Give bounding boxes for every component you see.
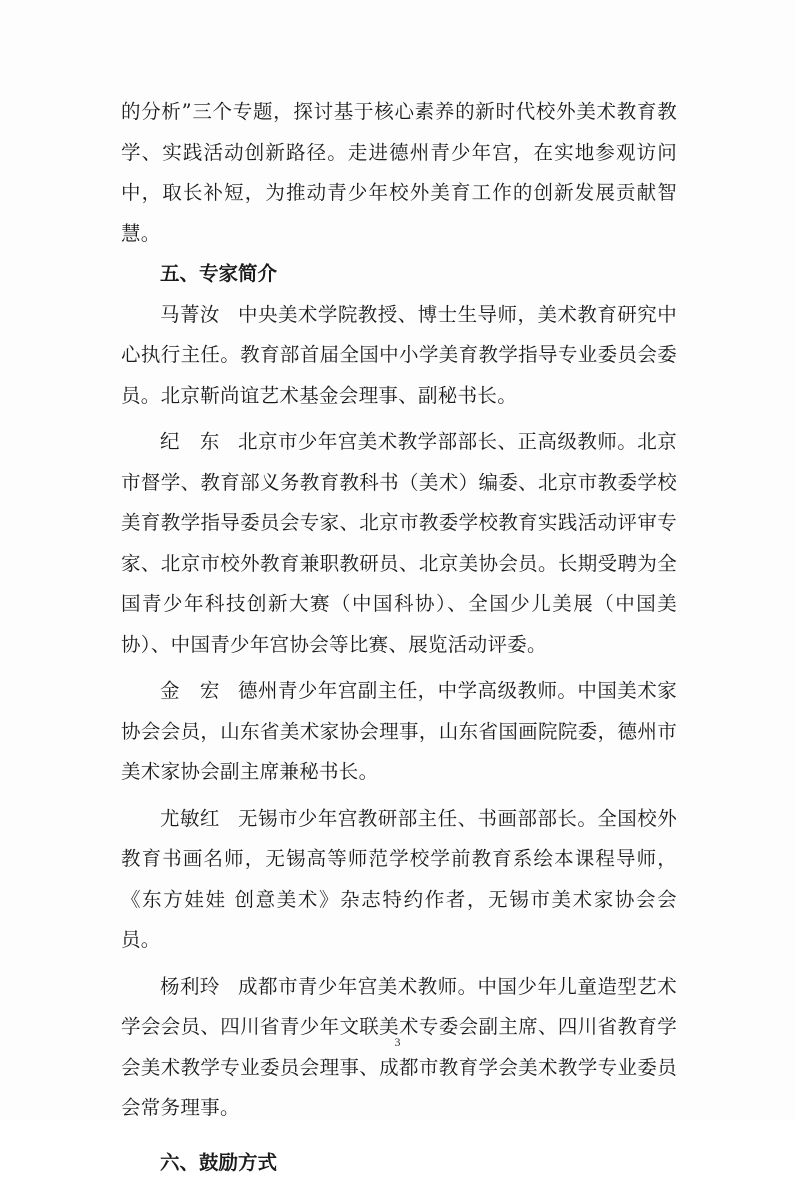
expert-bio-3 — [121, 671, 677, 793]
expert-name-4: 尤敏红 — [160, 807, 220, 830]
expert-bio-4 — [121, 799, 677, 961]
expert-text-5: 成都市青少年宫美术教师。中国少年儿童造型艺术学会会员、四川省青少年文联美术专委会副主席、四川省教育学会美术教学专业委员会理事、成都市教育学会美术教学专业委员会常务理事。 — [121, 975, 677, 1120]
expert-name-1: 马菁汝 — [160, 303, 220, 326]
expert-text-3: 德州青少年宫副主任，中学高级教师。中国美术家协会会员，山东省美术家协会理事，山东省国画院院委，德州市美术家协会副主席兼秘书长。 — [121, 679, 677, 783]
document-body — [121, 92, 677, 1183]
expert-text-4: 无锡市少年宫教研部主任、书画部部长。全国校外教育书画名师，无锡高等师范学校学前教育系绘本课程导师，《东方娃娃 创意美术》杂志特约作者，无锡市美术家协会会员。 — [121, 807, 677, 952]
page-number: 3 — [0, 1035, 795, 1050]
section-six-heading: 六、鼓励方式 — [121, 1143, 677, 1183]
expert-name-3: 金 宏 — [160, 679, 220, 702]
expert-bio-2 — [121, 422, 677, 665]
expert-bio-1 — [121, 295, 677, 417]
expert-text-2: 北京市少年宫美术教学部部长、正高级教师。北京市督学、教育部义务教育教科书（美术）编委、北京市教委学校美育教学指导委员会专家、北京市教委学校教育实践活动评审专家、北京市校外教育兼职教研员、北京美协会员。长期受聘为全国青少年科技创新大赛（中国科协）、全国少儿美展（中国美协）、中国青少年宫协会等比赛、展览活动评委。 — [121, 430, 677, 656]
intro-paragraph: 的分析”三个专题，探讨基于核心素养的新时代校外美术教育教学、实践活动创新路径。走进德州青少年宫，在实地参观访问中，取长补短，为推动青少年校外美育工作的创新发展贡献智慧。 — [121, 92, 677, 254]
section-five-heading: 五、专家简介 — [121, 254, 677, 295]
expert-text-1: 中央美术学院教授、博士生导师，美术教育研究中心执行主任。教育部首届全国中小学美育教学指导专业委员会委员。北京靳尚谊艺术基金会理事、副秘书长。 — [121, 303, 677, 407]
expert-name-5: 杨利玲 — [160, 975, 220, 998]
expert-name-2: 纪 东 — [160, 430, 220, 453]
